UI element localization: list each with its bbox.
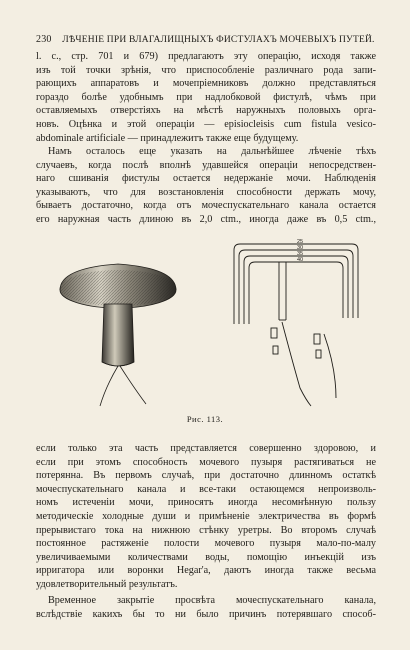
page-number: 230 xyxy=(36,34,52,45)
text-line: оставляемыхъ отверстіяхъ на мѣстѣ наружныхъ половыхъ орга- xyxy=(36,105,376,117)
text-line: вслѣдствіе какихъ бы то ни было причинъ потерявшаго способ- xyxy=(36,608,376,620)
text-line: Намъ осталось еще указать на дальнѣйшее лѣченіе тѣхъ xyxy=(48,146,376,157)
text-line: изъ той точки зрѣнія, что приспособленіе различнаго рода запи- xyxy=(36,64,376,76)
running-header xyxy=(36,34,376,45)
text-line: постоянное растяженіе полости мочевого пузыря мало-по-малу xyxy=(36,538,376,550)
text-line: l. c., стр. 701 и 679) предлагаютъ эту операцію, исходя также xyxy=(36,51,376,62)
text-line: увеличиваемыми количествами воды, помощію инъекцій изъ xyxy=(36,551,376,563)
text-line: потерянна. Въ первомъ случаѣ, при достаточно длинномъ остаткѣ xyxy=(36,470,376,482)
text-line: Временное закрытіе просвѣта мочеспускательнаго канала, xyxy=(48,595,376,606)
size-label: 25 xyxy=(296,239,304,245)
text-line: указываютъ, что для возстановленія способности держать мочу, xyxy=(36,186,376,198)
obturator-drawing xyxy=(60,264,176,406)
bottom-paragraph xyxy=(36,442,376,592)
text-line: наго сшиванія фистулы остается недержаніе мочи. Наблюденія xyxy=(36,173,376,185)
text-line: прерывистаго тока на нижнюю стѣнку уретры. Во второмъ случаѣ xyxy=(36,524,376,536)
text-line: номъ истеченіи мочи, приносятъ иногда несомнѣнную пользу xyxy=(36,497,376,509)
second-paragraph xyxy=(36,145,376,227)
text-line: гораздо болѣе удобнымъ при надлобковой фистулѣ, чѣмъ при xyxy=(36,91,376,103)
size-label: 35 xyxy=(296,251,304,257)
figure-113 xyxy=(36,238,376,413)
text-line: abdominale artificiale — принадлежитъ также еще будущему. xyxy=(36,132,299,144)
text-line: случаевъ, когда послѣ вполнѣ удавшейся операціи непосредствен- xyxy=(36,159,376,171)
size-profiles-drawing xyxy=(234,244,358,406)
text-line: рающихъ аппаратовъ и мочепріемниковъ должно представляться xyxy=(36,78,376,90)
top-paragraph xyxy=(36,50,376,145)
last-paragraph xyxy=(36,594,376,621)
text-line: ирригатора или воронки Hegar'а, даютъ иногда также весьма xyxy=(36,565,376,577)
text-line: удовлетворительный результатъ. xyxy=(36,578,178,590)
text-line: бываетъ достаточно, когда отъ мочеспускательнаго канала остается xyxy=(36,200,376,212)
text-line: методическіе холодные души и примѣненіе электричества въ формѣ xyxy=(36,510,376,522)
text-line: если при этомъ способность мочевого пузыря растягиваться не xyxy=(36,456,376,468)
text-line: его наружная часть длиною въ 2,0 ctm., иногда даже въ 0,5 ctm., xyxy=(36,213,376,225)
text-line: новъ. Оцѣнка и этой операціи — episiocleisis cum fistula vesico- xyxy=(36,118,376,130)
text-line: если только эта часть представляется совершенно здоровою, и xyxy=(36,443,376,454)
figure-caption: Рис. 113. xyxy=(186,414,224,424)
size-label: 40 xyxy=(296,257,304,263)
size-label: 30 xyxy=(296,245,304,251)
figure-illustration xyxy=(36,238,376,413)
text-line: мочеспускательнаго канала и все-таки остающемся непроизволь- xyxy=(36,483,376,495)
running-title: ЛѢЧЕНІЕ ПРИ ВЛАГАЛИЩНЫХЪ ФИСТУЛАХЪ МОЧЕВЫХЪ ПУТЕЙ. xyxy=(62,35,375,45)
